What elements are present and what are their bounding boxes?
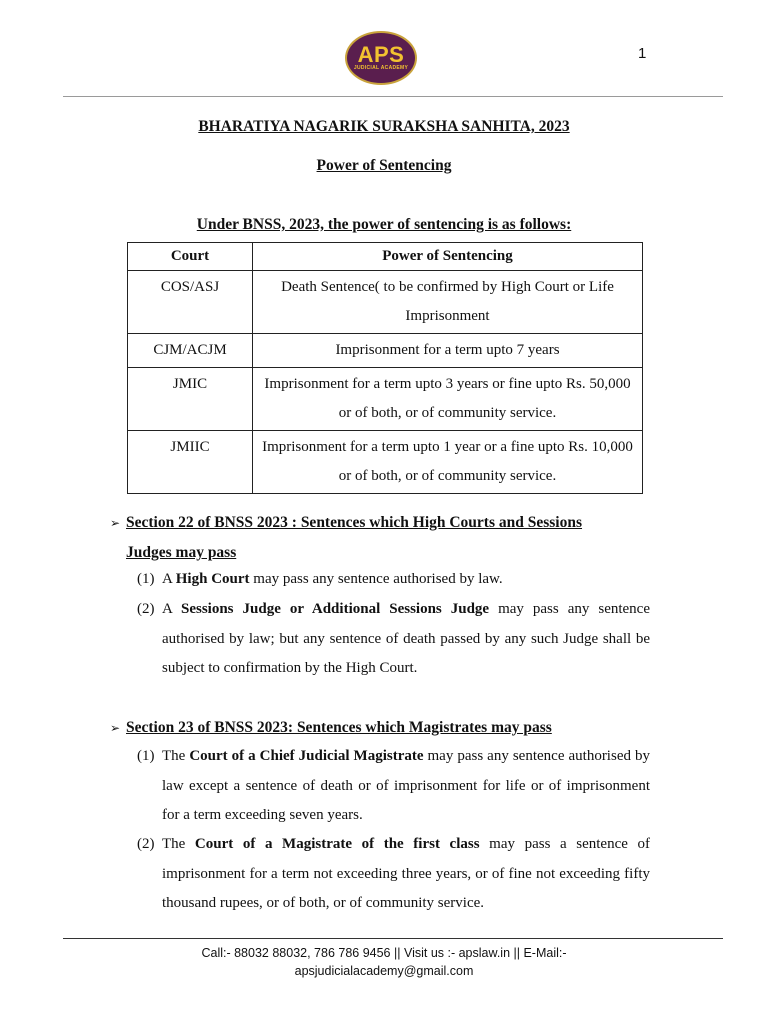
table-cell-court: JMIIC [128, 431, 253, 494]
footer-email-line: apsjudicialacademy@gmail.com [294, 964, 474, 978]
table-intro: Under BNSS, 2023, the power of sentencing is as follows: [196, 216, 572, 233]
page-footer [0, 944, 768, 980]
item-text-pre: The [162, 836, 195, 852]
section-23-item-1 [137, 742, 650, 831]
document-subtitle: Power of Sentencing [316, 157, 452, 174]
section-22-heading [110, 508, 650, 567]
logo-subtext: JUDICIAL ACADEMY [353, 65, 409, 71]
item-text-bold: Court of a Chief Judicial Magistrate [189, 748, 424, 764]
section-22-item-2 [137, 595, 650, 684]
section-23-heading [110, 713, 650, 743]
table-header-row [128, 243, 643, 271]
header-divider [63, 96, 723, 97]
table-header-court: Court [128, 243, 253, 271]
arrow-bullet-icon: ➢ [110, 721, 121, 735]
section-22-heading-line1: Section 22 of BNSS 2023 : Sentences which High Courts and Sessions [126, 514, 583, 531]
section-23-heading-text: Section 23 of BNSS 2023: Sentences which Magistrates may pass [126, 719, 552, 736]
arrow-bullet-icon: ➢ [110, 516, 121, 530]
table-cell-court: COS/ASJ [128, 271, 253, 334]
table-row [128, 431, 643, 494]
item-text-bold: High Court [175, 571, 250, 587]
item-text-post: may pass any sentence authorised by law; but any sentence of death passed by any such Judge shall be subject to confirmation by the High Court. [162, 601, 650, 676]
logo-text: APS [357, 42, 405, 67]
table-row [128, 271, 643, 334]
item-text-pre: A [162, 601, 181, 617]
table-header-power: Power of Sentencing [253, 243, 643, 271]
item-number: (2) [137, 601, 155, 617]
item-text-pre: The [162, 748, 190, 764]
table-cell-court: CJM/ACJM [128, 334, 253, 368]
document-title: BHARATIYA NAGARIK SURAKSHA SANHITA, 2023 [198, 118, 570, 135]
section-23-item-2 [137, 830, 650, 919]
item-text-bold: Sessions Judge or Additional Sessions Judge [181, 601, 490, 617]
item-text-bold: Court of a Magistrate of the first class [194, 836, 480, 852]
footer-divider [63, 938, 723, 939]
sentencing-table [127, 242, 643, 494]
section-22-heading-line2: Judges may pass [126, 544, 237, 561]
table-cell-power: Imprisonment for a term upto 3 years or fine upto Rs. 50,000 or of both, or of community service. [253, 368, 643, 431]
item-text-post: may pass any sentence authorised by law except a sentence of death or of imprisonment for life or of imprisonment for a term exceeding seven years. [162, 748, 650, 823]
table-cell-power: Imprisonment for a term upto 1 year or a fine upto Rs. 10,000 or of both, or of community service. [253, 431, 643, 494]
page-number: 1 [638, 45, 647, 62]
table-cell-power: Imprisonment for a term upto 7 years [253, 334, 643, 368]
item-number: (1) [137, 571, 155, 587]
item-number: (2) [137, 836, 155, 852]
table-row [128, 334, 643, 368]
item-text-pre: A [162, 571, 176, 587]
item-text-post: may pass a sentence of imprisonment for a term not exceeding three years, or of fine not exceeding fifty thousand rupees, or of both, or of community service. [162, 836, 650, 911]
footer-contact-line: Call:- 88032 88032, 786 786 9456 || Visit us :- apslaw.in || E-Mail:- [201, 946, 567, 960]
table-cell-court: JMIC [128, 368, 253, 431]
section-22-item-1 [137, 565, 650, 595]
table-cell-power: Death Sentence( to be confirmed by High Court or Life Imprisonment [253, 271, 643, 334]
academy-logo [345, 31, 417, 85]
table-row [128, 368, 643, 431]
item-text-post: may pass any sentence authorised by law. [249, 571, 503, 587]
item-number: (1) [137, 748, 155, 764]
